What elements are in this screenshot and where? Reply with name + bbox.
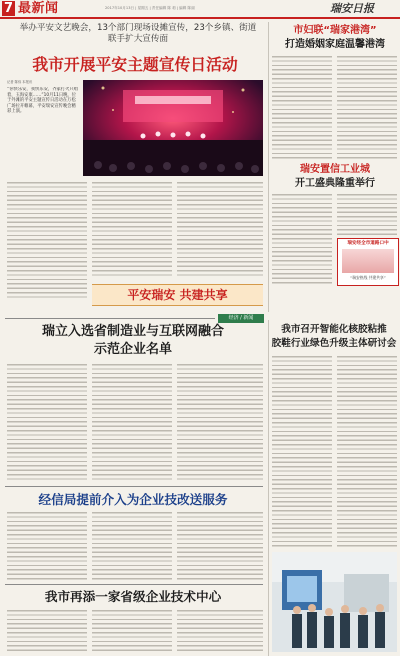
masthead-meta: 2017年10月13日 | 星期五 | 责任编辑 陈 莉 | 编辑 陈丽 [105, 6, 195, 10]
top-story-lead: “你快乐安，我快乐安，齐家打火只唱着，玉海安康……”10月11日晚，位于外滩的平安主题宣传日活动在万松广场拉开帷幕，平安瑞安宣传晚会精彩上演。 [7, 87, 78, 115]
column-divider-lower [268, 320, 269, 656]
ad-subtitle: “瑞安热线 共建共享” [350, 275, 386, 280]
mid-story-body-col3 [177, 364, 263, 482]
section-title: 最新闻 [18, 1, 59, 16]
right-story-3-headline-1: 我市召开智能化核胶粘推 [281, 324, 387, 335]
top-story-body-col2 [92, 182, 172, 278]
ad-box [337, 238, 399, 286]
top-story-body-col1 [7, 182, 87, 300]
right-story-1-headline-1: 市妇联“瑞家港湾” [293, 25, 377, 36]
right-story-2-body-col1 [272, 194, 332, 284]
page-number-badge: 7 [3, 1, 14, 16]
bottom-story-1-body-col2 [92, 512, 172, 582]
ad-image [342, 249, 394, 273]
section-tag: 经济 / 新闻 [218, 314, 264, 323]
bottom-rule-2 [5, 584, 263, 585]
seminar-photo [272, 552, 397, 652]
right-story-2-headline-2: 开工盛典隆重举行 [295, 178, 375, 189]
bottom-story-1-headline: 经信局提前介入为企业技改送服务 [38, 492, 228, 507]
ad-title: 瑞安经全市道路口中 [347, 241, 389, 246]
top-story-body-col3 [177, 182, 263, 278]
column-divider [268, 22, 269, 312]
right-story-1-body-col1 [272, 56, 332, 161]
bottom-story-1-body-col3 [177, 512, 263, 582]
mid-story-body-col1 [7, 364, 87, 482]
masthead [0, 0, 400, 18]
right-story-3-body-col2 [337, 356, 397, 548]
top-story-kicker: 举办平安文艺晚会，13个部门现场设摊宣传，23个乡镇、街道联手扩大宣传面 [19, 23, 257, 44]
right-story-1-headline-2: 打造婚姻家庭温馨港湾 [285, 39, 385, 50]
bottom-story-2-headline: 我市再添一家省级企业技术中心 [44, 589, 222, 604]
section-rule [5, 318, 215, 319]
bottom-story-2-body-col3 [177, 610, 263, 654]
right-story-3-body-col1 [272, 356, 332, 548]
masthead-rule [0, 17, 400, 19]
peace-banner-text: 平安瑞安 共建共享 [127, 288, 228, 302]
top-story-byline: 记者 陈伟 本报讯 [7, 80, 33, 84]
bottom-story-2-body-col1 [7, 610, 87, 654]
stage-photo [83, 80, 263, 176]
bottom-rule-1 [5, 486, 263, 487]
bottom-story-1-body-col1 [7, 512, 87, 582]
mid-story-headline-1: 瑞立入选省制造业与互联网融合 [41, 324, 224, 339]
paper-name: 瑞安日报 [330, 2, 374, 15]
right-story-2-body-col2 [337, 194, 397, 236]
right-story-2-headline-1: 瑞安置信工业城 [300, 164, 370, 175]
bottom-story-2-body-col2 [92, 610, 172, 654]
peace-banner [92, 284, 263, 306]
right-story-1-body-col2 [337, 56, 397, 161]
top-story-headline: 我市开展平安主题宣传日活动 [32, 55, 238, 74]
mid-story-body-col2 [92, 364, 172, 482]
mid-story-headline-2: 示范企业名单 [93, 342, 172, 357]
right-story-3-headline-2: 胶鞋行业绿色升级主体研讨会 [271, 338, 397, 349]
